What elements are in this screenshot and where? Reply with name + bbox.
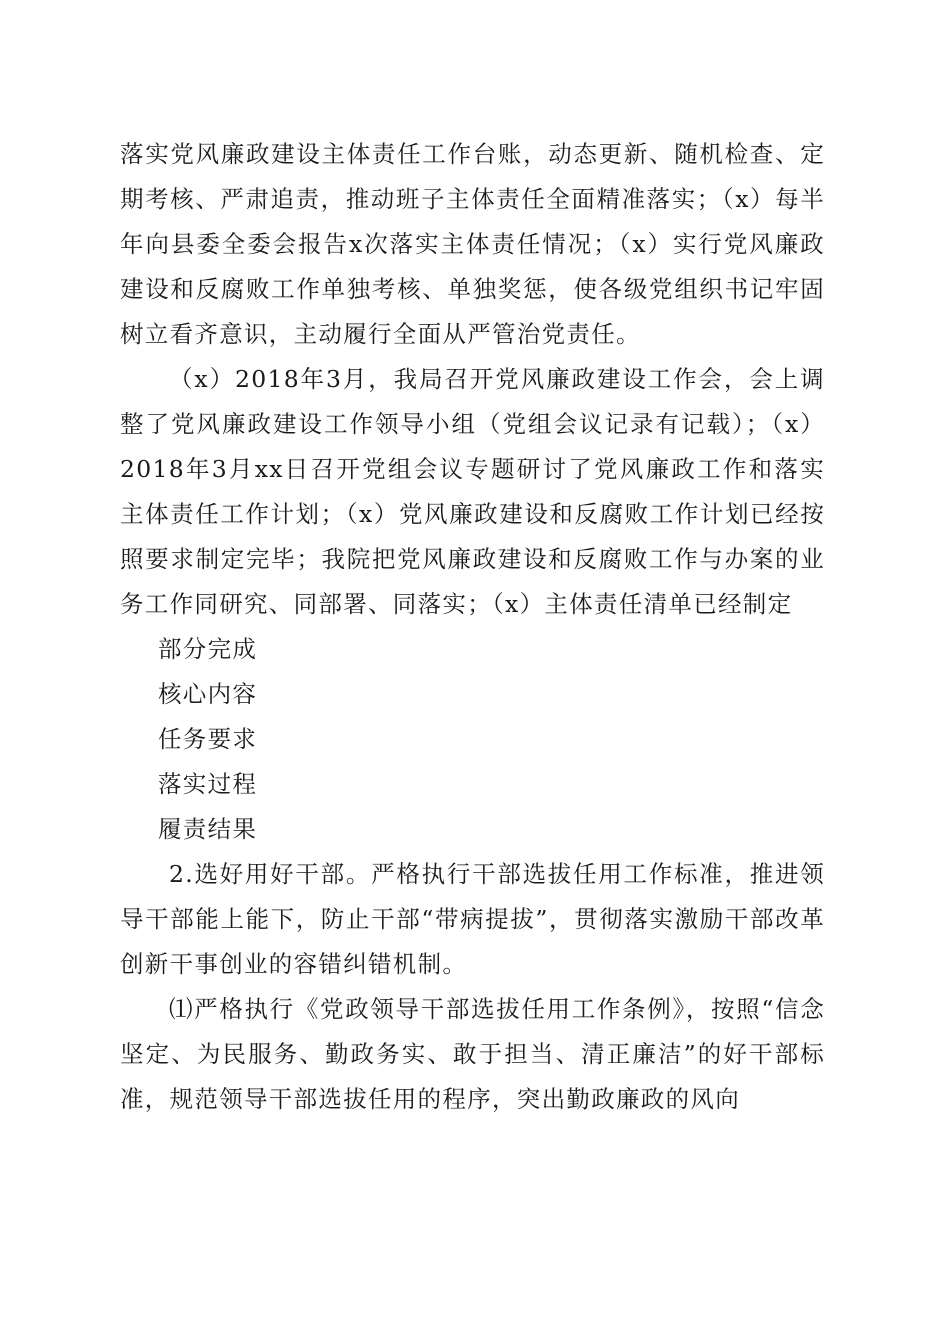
list-item: 任务要求 (158, 725, 258, 753)
paragraph-responsibility-ledger: 落实党风廉政建设主体责任工作台账，动态更新、随机检查、定期考核、严肃追责，推动班子主体责任全面精准落实；（x）每半年向县委全委会报告x次落实主体责任情况；（x）实行党风廉政建设和反腐败工作单独考核、单独奖惩，使各级党组织书记牢固树立看齐意识，主动履行全面从严管治党责任。 (120, 140, 825, 348)
paragraph-party-meeting: （x）2018年3月，我局召开党风廉政建设工作会，会上调整了党风廉政建设工作领导小组（党组会议记录有记载）；（x）2018年3月xx日召开党组会议专题研讨了党风廉政工作和落实主体责任工作计划；（x）党风廉政建设和反腐败工作计划已经按照要求制定完毕；我院把党风廉政建设和反腐败工作与办案的业务工作同研究、同部署、同落实；（x）主体责任清单已经制定 (120, 365, 825, 618)
document-body (120, 132, 825, 1122)
list-item: 履责结果 (158, 815, 258, 843)
list-item: 核心内容 (158, 680, 258, 708)
paragraph-cadre-regulations: ⑴严格执行《党政领导干部选拔任用工作条例》，按照“信念坚定、为民服务、勤政务实、敢于担当、清正廉洁”的好干部标准，规范领导干部选拔任用的程序，突出勤政廉政的风向 (120, 995, 825, 1113)
list-item: 落实过程 (158, 770, 258, 798)
paragraph-select-cadres: 2.选好用好干部。严格执行干部选拔任用工作标准，推进领导干部能上能下，防止干部“带病提拔”，贯彻落实激励干部改革创新干事创业的容错纠错机制。 (120, 860, 825, 978)
list-item: 部分完成 (158, 635, 258, 663)
